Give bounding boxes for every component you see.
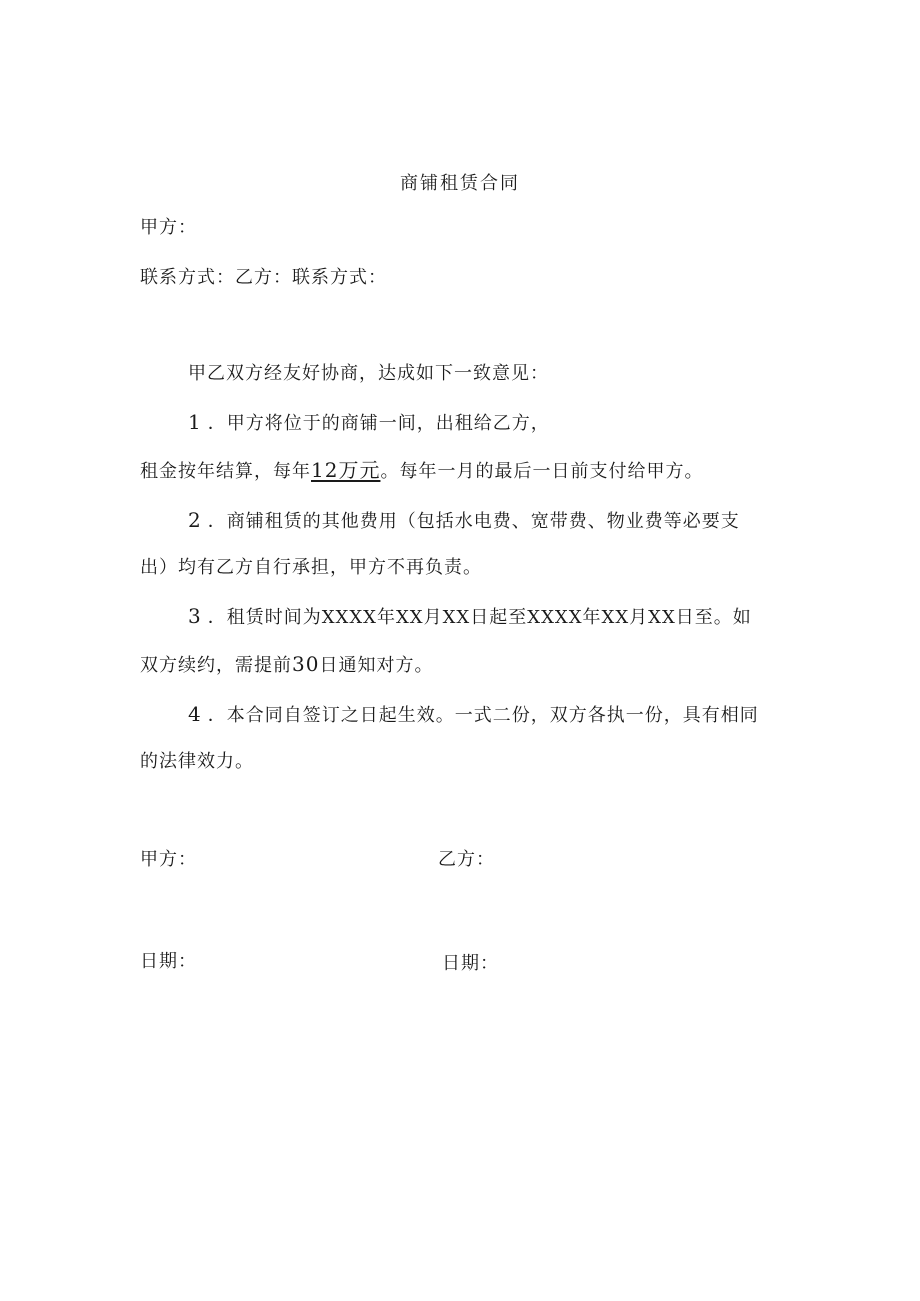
clause-1-text: ．甲方将位于的商铺一间，出租给乙方， [207,413,550,434]
signature-date-b: 日期： [442,953,499,974]
contacts-line: 联系方式：乙方：联系方式： [140,267,387,288]
party-a-header: 甲方： [140,217,197,238]
clause-4-text: ．本合同自签订之日起生效。一式二份，双方各执一份，具有相同 [207,705,759,726]
clause-2-line-1 [188,508,740,534]
clause-3-number: 3 [188,604,202,628]
clause-3-notice-pre: 双方续约，需提前 [140,655,292,676]
clause-3-line-1 [188,604,752,630]
clause-1-line-1 [188,410,550,436]
clause-3-notice-post: 日通知对方。 [319,655,434,676]
clause-2-line-2: 出）均有乙方自行承担，甲方不再负责。 [140,557,482,578]
clause-1-number: 1 [188,410,202,434]
clause-3-line-2 [140,652,433,678]
clause-1-rent-pre: 租金按年结算，每年 [140,461,311,482]
signature-party-b: 乙方： [438,849,495,870]
clause-4-line-1 [188,702,759,728]
document-title: 商铺租赁合同 [400,173,520,194]
signature-party-a: 甲方： [140,849,197,870]
clause-4-number: 4 [188,702,202,726]
clause-1-rent-post: 。每年一月的最后一日前支付给甲方。 [380,461,704,482]
intro-paragraph: 甲乙双方经友好协商，达成如下一致意见： [188,363,549,384]
clause-2-number: 2 [188,508,202,532]
clause-3-text: ．租赁时间为XXXX年XX月XX日起至XXXX年XX月XX日至。如 [207,607,752,628]
clause-1-line-2 [140,458,703,484]
clause-2-text: ．商铺租赁的其他费用（包括水电费、宽带费、物业费等必要支 [207,511,740,532]
notice-days: 30 [292,652,320,676]
signature-date-a: 日期： [140,951,197,972]
rent-amount: 12万元 [311,458,381,482]
clause-4-line-2: 的法律效力。 [140,751,254,772]
